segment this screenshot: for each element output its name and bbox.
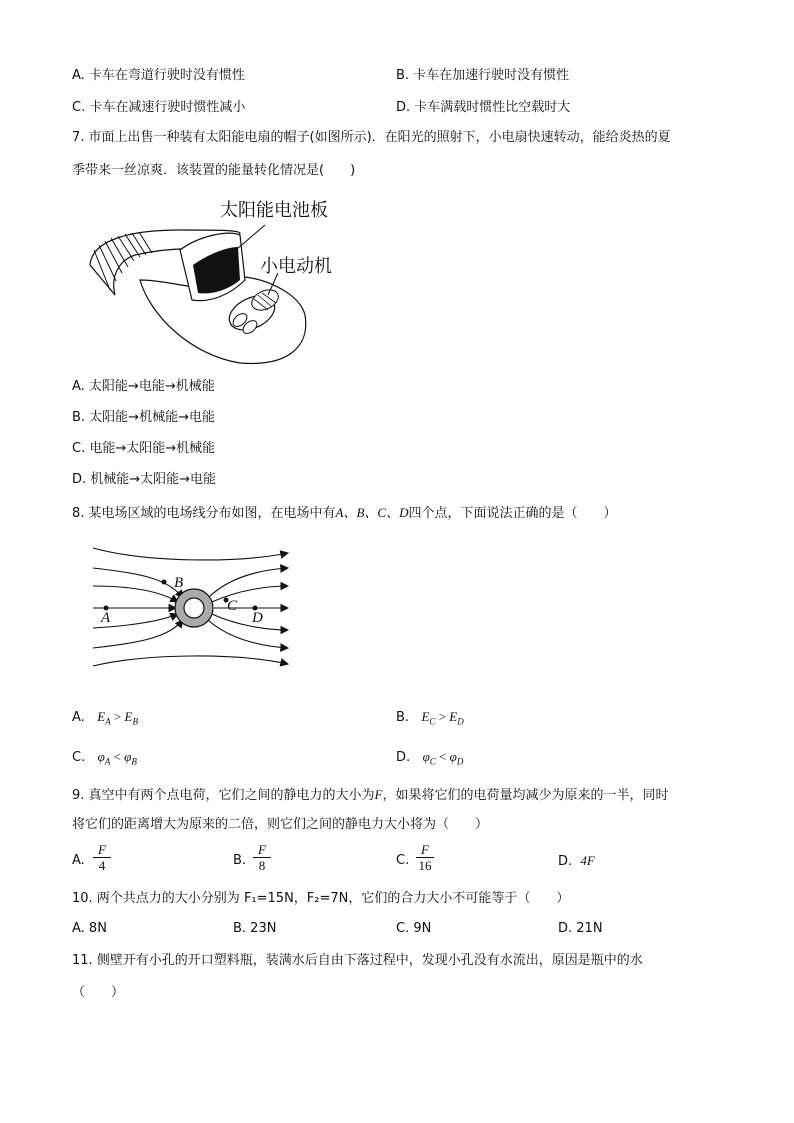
q8-stem: 8. 某电场区域的电场线分布如图，在电场中有A、B、C、D四个点，下面说法正确的是（ ） (72, 505, 617, 521)
q7-option-a: A. 太阳能→电能→机械能 (72, 379, 215, 394)
q7-option-d: D. 机械能→太阳能→电能 (72, 472, 217, 487)
q10-option-d: D. 21N (558, 921, 603, 936)
q9-stem-line1: 9. 真空中有两个点电荷，它们之间的静电力的大小为F，如果将它们的电荷量均减少为原来的一半，同时 (72, 787, 669, 803)
q11-stem-line1: 11. 侧壁开有小孔的开口塑料瓶，装满水后自由下落过程中，发现小孔没有水流出，原因是瓶中的水 (72, 953, 643, 968)
q10-option-c: C. 9N (396, 921, 432, 936)
electric-field-figure (88, 538, 300, 674)
q10-option-a: A. 8N (72, 921, 107, 936)
q10-stem: 10. 两个共点力的大小分别为 F₁=15N，F₂=7N，它们的合力大小不可能等于（ ） (72, 891, 570, 906)
q8-option-a: A. $E_A > E_B$ (72, 709, 138, 727)
q7-figure-label-solar-panel: 太阳能电池板 (220, 200, 328, 221)
q6-option-a: A. 卡车在弯道行驶时没有惯性 (72, 68, 245, 83)
q9-stem-line2: 将它们的距离增大为原来的二倍，则它们之间的静电力大小将为（ ） (72, 817, 489, 832)
q8-option-c: C. $\varphi_A < \varphi_B$ (72, 749, 137, 767)
q7-stem-line2: 季带来一丝凉爽．该装置的能量转化情况是( ) (72, 163, 356, 178)
q6-option-c: C. 卡车在减速行驶时惯性减小 (72, 100, 246, 115)
q9-option-a-label: A. (72, 853, 85, 868)
q9-option-c-label: C. (396, 853, 410, 868)
q7-stem-line1: 7. 市面上出售一种装有太阳能电扇的帽子(如图所示)．在阳光的照射下，小电扇快速转动，能给炎热的夏 (72, 130, 671, 145)
q11-stem-line2: （ ） (72, 985, 125, 1000)
q10-option-b: B. 23N (233, 921, 277, 936)
q9-option-a-fraction: $\frac{F}{4}$ (93, 842, 111, 874)
q8-figure-label-c: C (227, 598, 238, 614)
q7-figure-label-motor: 小电动机 (260, 256, 332, 277)
q8-figure-label-b: B (174, 575, 184, 591)
q9-option-b-fraction: $\frac{F}{8}$ (253, 842, 271, 874)
q9-option-c-fraction: $\frac{F}{16}$ (416, 842, 434, 874)
q6-option-d: D. 卡车满载时惯性比空载时大 (396, 100, 571, 115)
q7-option-c: C. 电能→太阳能→机械能 (72, 441, 216, 456)
q6-option-b: B. 卡车在加速行驶时没有惯性 (396, 68, 570, 83)
q8-option-b: B. $E_C > E_D$ (396, 709, 464, 727)
q8-figure-label-d: D (252, 610, 263, 626)
q8-option-d: D. $\varphi_C < \varphi_D$ (396, 749, 464, 767)
q8-figure-label-a: A (101, 610, 111, 626)
q9-option-d: D. 4F (558, 853, 595, 869)
q7-option-b: B. 太阳能→机械能→电能 (72, 410, 215, 425)
q9-option-b-label: B. (233, 853, 247, 868)
